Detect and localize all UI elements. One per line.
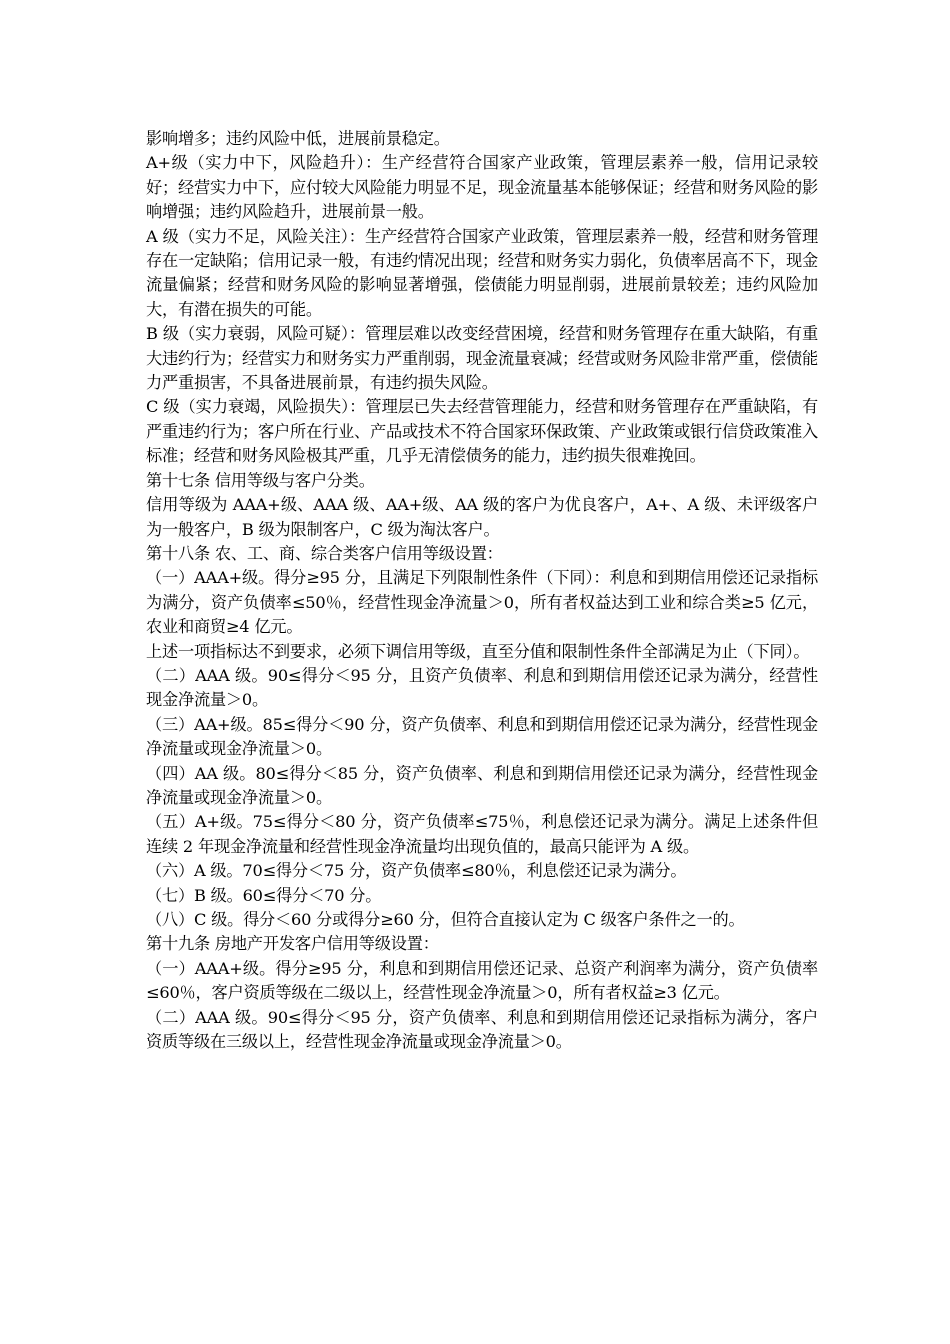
article-18-item-3: （三）AA+级。85≤得分＜90 分，资产负债率、利息和到期信用偿还记录为满分，经营性现金净流量或现金净流量＞0。 bbox=[146, 714, 818, 759]
article-18-item-4: （四）AA 级。80≤得分＜85 分，资产负债率、利息和到期信用偿还记录为满分，经营性现金净流量或现金净流量＞0。 bbox=[146, 763, 818, 807]
paragraph-grade-b: B 级（实力衰弱，风险可疑）：管理层难以改变经营困境，经营和财务管理存在重大缺陷，有重大违约行为；经营实力和财务实力严重削弱，现金流量衰减；经营或财务风险非常严重，偿债能力严重损害，不具备进展前景，有违约损失风险。 bbox=[146, 324, 818, 393]
article-19-heading: 第十九条 房地产开发客户信用等级设置： bbox=[146, 934, 439, 954]
article-18-note: 上述一项指标达不到要求，必须下调信用等级，直至分值和限制性条件全部满足为止（下同）。 bbox=[146, 641, 810, 661]
article-18-item-1: （一）AAA+级。得分≥95 分，且满足下列限制性条件（下同）：利息和到期信用偿还记录指标为满分，资产负债率≤50％，经营性现金净流量＞0，所有者权益达到工业和综合类≥5 亿元，农业和商贸≥4 亿元。 bbox=[146, 568, 818, 637]
article-18-heading: 第十八条 农、工、商、综合类客户信用等级设置： bbox=[146, 543, 503, 563]
paragraph-continuation: 影响增多；违约风险中低，进展前景稳定。 bbox=[146, 129, 450, 148]
article-18-item-2: （二）AAA 级。90≤得分＜95 分，且资产负债率、利息和到期信用偿还记录为满分，经营性现金净流量＞0。 bbox=[146, 665, 818, 710]
article-18-item-5: （五）A+级。75≤得分＜80 分，资产负债率≤75％，利息偿还记录为满分。满足上述条件但连续 2 年现金净流量和经营性现金净流量均出现负值的，最高只能评为 A 级。 bbox=[146, 812, 818, 856]
article-18-item-6: （六）A 级。70≤得分＜75 分，资产负债率≤80％，利息偿还记录为满分。 bbox=[146, 861, 687, 881]
article-19-item-2: （二）AAA 级。90≤得分＜95 分，资产负债率、利息和到期信用偿还记录指标为满分，客户资质等级在三级以上，经营性现金净流量或现金净流量＞0。 bbox=[146, 1007, 818, 1052]
document-body bbox=[146, 127, 818, 1054]
article-18-item-8: （八）C 级。得分＜60 分或得分≥60 分，但符合直接认定为 C 级客户条件之一的。 bbox=[146, 910, 745, 929]
article-17-body: 信用等级为 AAA+级、AAA 级、AA+级、AA 级的客户为优良客户，A+、A 级、未评级客户为一般客户，B 级为限制客户，C 级为淘汰客户。 bbox=[146, 495, 818, 539]
article-19-item-1: （一）AAA+级。得分≥95 分，利息和到期信用偿还记录、总资产利润率为满分，资产负债率≤60％，客户资质等级在二级以上，经营性现金净流量＞0，所有者权益≥3 亿元。 bbox=[146, 958, 818, 1003]
article-17-heading: 第十七条 信用等级与客户分类。 bbox=[146, 470, 375, 490]
article-18-item-7: （七）B 级。60≤得分＜70 分。 bbox=[146, 885, 382, 905]
paragraph-grade-c: C 级（实力衰竭，风险损失）：管理层已失去经营管理能力，经营和财务管理存在严重缺陷，有严重违约行为；客户所在行业、产品或技术不符合国家环保政策、产业政策或银行信贷政策准入标准；经营和财务风险极其严重，几乎无清偿债务的能力，违约损失很难挽回。 bbox=[146, 397, 818, 466]
paragraph-grade-a: A 级（实力不足，风险关注）：生产经营符合国家产业政策，管理层素养一般，经营和财务管理存在一定缺陷；信用记录一般，有违约情况出现；经营和财务实力弱化，负债率居高不下，现金流量偏紧；经营和财务风险的影响显著增强，偿债能力明显削弱，进展前景较差；违约风险加大，有潜在损失的可能。 bbox=[146, 226, 818, 319]
paragraph-grade-a-plus: A+级（实力中下，风险趋升）：生产经营符合国家产业政策，管理层素养一般，信用记录较好；经营实力中下，应付较大风险能力明显不足，现金流量基本能够保证；经营和财务风险的影响增强；违约风险趋升，进展前景一般。 bbox=[146, 153, 818, 222]
